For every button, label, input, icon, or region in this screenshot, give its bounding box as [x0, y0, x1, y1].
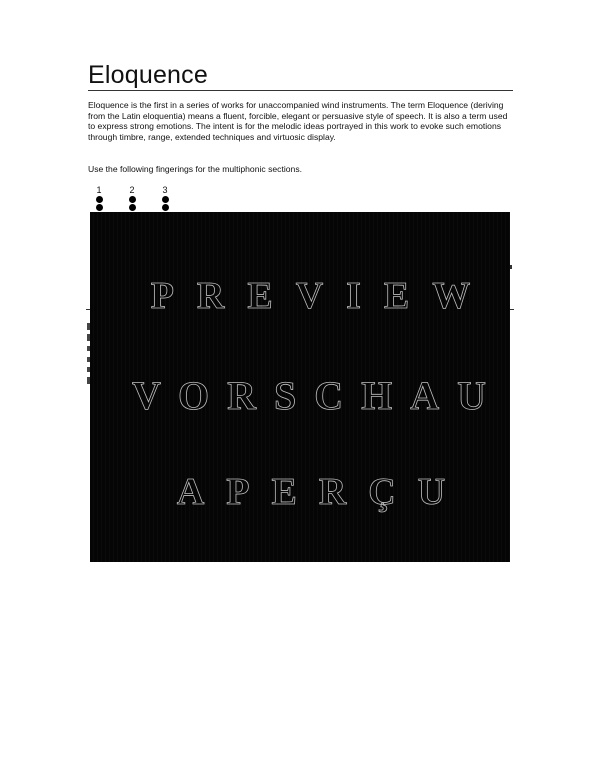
preview-watermark-overlay [90, 212, 510, 562]
closed-hole-icon [129, 196, 136, 203]
watermark-apercu: APERÇU [176, 471, 468, 513]
fingering-2 [126, 185, 138, 211]
fingering-instruction: Use the following fingerings for the multiphonic sections. [88, 164, 303, 174]
closed-hole-icon [96, 196, 103, 203]
fingering-1 [93, 185, 105, 211]
page-title: Eloquence [88, 61, 208, 89]
closed-hole-icon [129, 204, 136, 211]
watermark-preview: PREVIEW [150, 275, 494, 317]
closed-hole-icon [162, 196, 169, 203]
fingering-3 [159, 185, 171, 211]
intro-paragraph: Eloquence is the first in a series of works for unaccompanied wind instruments. The term Eloquence (deriving from the Latin eloquentia) means a fluent, forcible, elegant or persuasive style of speech. It is also a term used to express strong emotions. The intent is for the melodic ideas portrayed in this work to evoke such emotions through timbre, range, extended techniques and virtuosic display. [88, 100, 508, 142]
fingering-number: 1 [96, 185, 102, 195]
obscured-rule-right [510, 309, 514, 310]
closed-hole-icon [162, 204, 169, 211]
fingering-number: 2 [129, 185, 135, 195]
watermark-vorschau: VORSCHAU [131, 373, 505, 418]
obscured-mark-right [510, 265, 512, 269]
closed-hole-icon [96, 204, 103, 211]
fingering-number: 3 [162, 185, 168, 195]
title-divider [88, 90, 513, 91]
